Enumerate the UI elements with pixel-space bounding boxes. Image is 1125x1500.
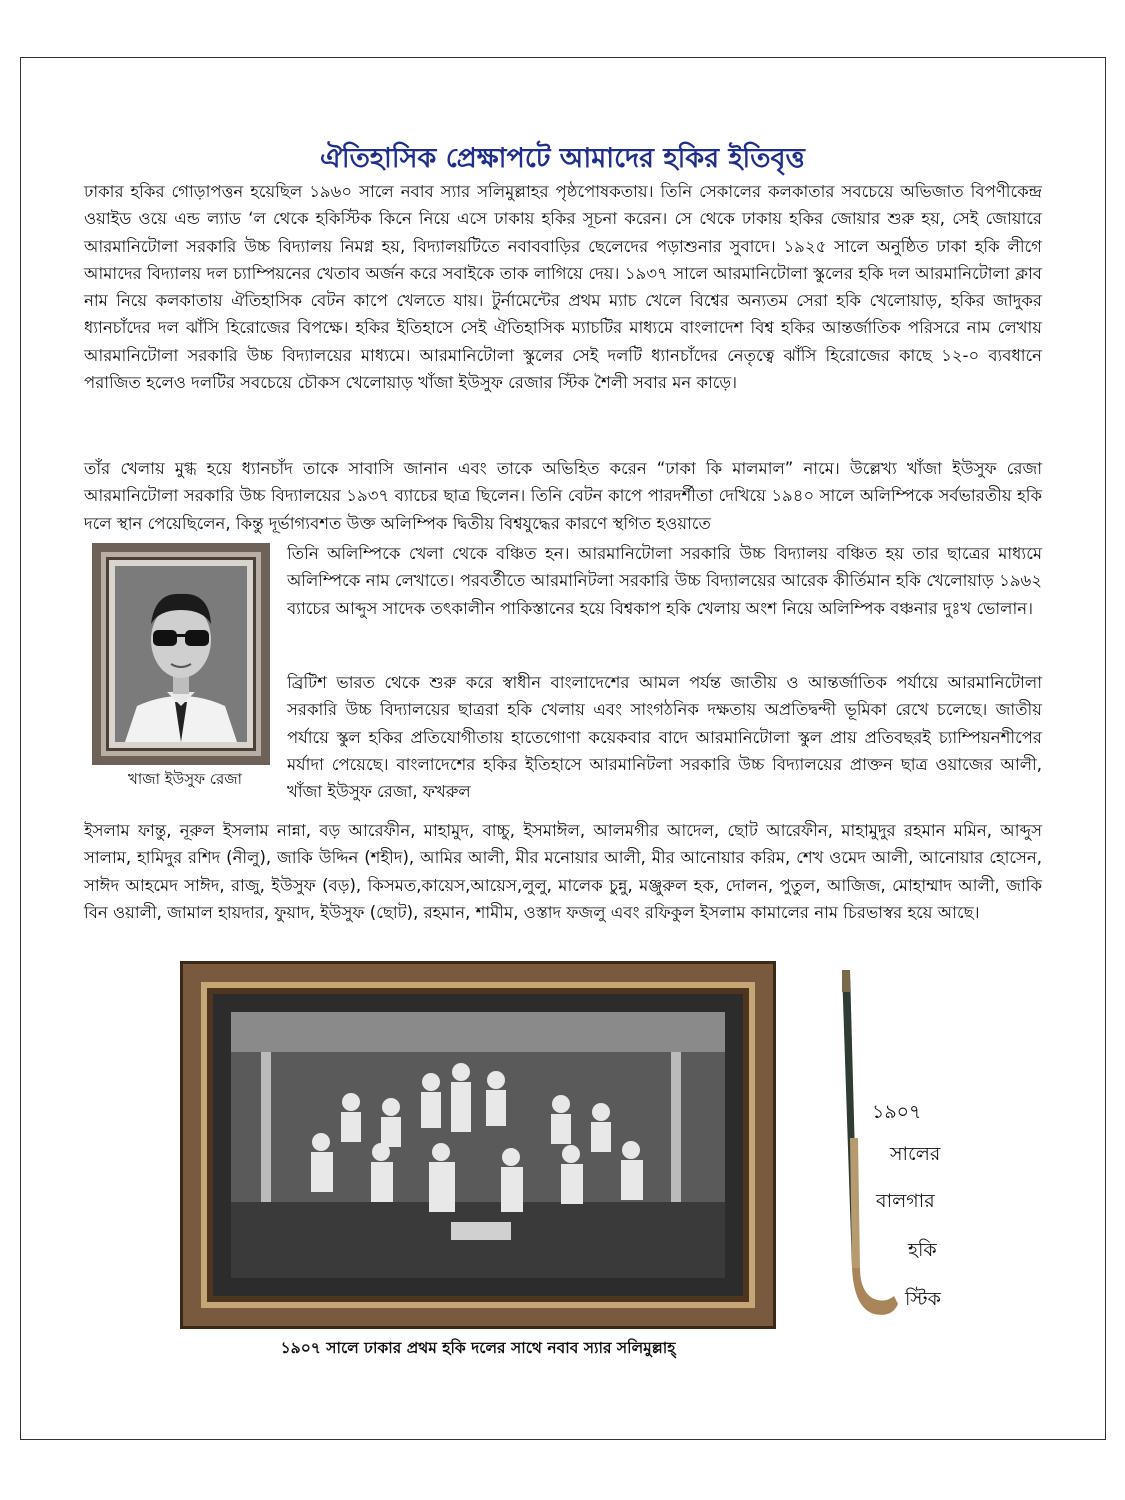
team-photo-caption: ১৯০৭ সালে ঢাকার প্রথম হকি দলের সাথে নবাব স্যার সলিমুল্লাহ্	[280, 1339, 676, 1357]
paragraph-origin: ঢাকার হকির গোড়াপত্তন হয়েছিল ১৯৬০ সালে নবাব স্যার সলিমুল্লাহর পৃষ্ঠপোষকতায়। তিনি সেকালের কলকাতার সবচেয়ে অভিজাত বিপণীকেন্দ্র ওয়াইড ওয়ে এন্ড ল্যাড ‘ল থেকে হকিস্টিক কিনে নিয়ে এসে ঢাকায় হকির সূচনা করেন। সে থেকে ঢাকায় হকির জোয়ার শুরু হয়, সেই জোয়ারে আরমানিটোলা সরকারি উচ্চ বিদ্যালয় নিমগ্ন হয়, বিদ্যালয়টিতে নবাববাড়ির ছেলেদের পড়াশুনার সুবাদে। ১৯২৫ সালে অনুষ্ঠিত ঢাকা হকি লীগে আমাদের বিদ্যালয় দল চ্যাম্পিয়নের খেতাব অর্জন করে সবাইকে তাক লাগিয়ে দেয়। ১৯৩৭ সালে আরমানিটোলা স্কুলের হকি দল আরমানিটোলা ক্লাব নাম নিয়ে কলকাতায় ঐতিহাসিক বেটন কাপে খেলতে যায়। টুর্নামেন্টের প্রথম ম্যাচ খেলে বিশ্বের অন্যতম সেরা হকি খেলোয়াড়, হকির জাদুকর ধ্যানচাঁদের দল ঝাঁসি হিরোজের বিপক্ষে। হকির ইতিহাসে সেই ঐতিহাসিক ম্যাচটির মাধ্যমে বাংলাদেশ বিশ্ব হকির আন্তর্জাতিক পরিসরে নাম লেখায় আরমানিটোলা সরকারি উচ্চ বিদ্যালয়ের মাধ্যমে। আরমানিটোলা স্কুলের সেই দলটি ধ্যানচাঁদের নেতৃত্বে ঝাঁসি হিরোজের কাছে ১২-০ ব্যবধানে পরাজিত হলেও দলটির সবচেয়ে চৌকস খেলোয়াড় খাঁজা ইউসুফ রেজার স্টিক শৈলী সবার মন কাড়ে।	[84, 182, 1042, 393]
portrait-photo	[92, 543, 270, 765]
article-title: ঐতিহাসিক প্রেক্ষাপটে আমাদের হকির ইতিবৃত্ত	[320, 143, 805, 174]
paragraph-olympic-deprived: তিনি অলিম্পিকে খেলা থেকে বঞ্চিত হন। আরমানিটোলা সরকারি উচ্চ বিদ্যালয় বঞ্চিত হয় তার ছাত্রের মাধ্যমে অলিম্পিকে নাম লেখাতে। পরবর্তীতে আরমানিটলা সরকারি উচ্চ বিদ্যালয়ের আরেক কীর্তিমান হকি খেলোয়াড় ১৯৬২ ব্যাচের আব্দুস সাদেক তৎকালীন পাকিস্তানের হয়ে বিশ্বকাপ হকি খেলায় অংশ নিয়ে অলিম্পিক বঞ্চনার দুঃখ ভোলান।	[287, 544, 1042, 618]
stick-label-line-3: বালগার	[876, 1190, 935, 1212]
stick-label-line-2: সালের	[890, 1143, 941, 1165]
paragraph-player-names: ইসলাম ফান্তু, নূরুল ইসলাম নান্না, বড় আরেফীন, মাহামুদ, বাচ্চু, ইসমাঈল, আলমগীর আদেল, ছোট আরেফীন, মাহামুদুর রহমান মমিন, আব্দুস সালাম, হামিদুর রশিদ (নীলু), জাকি উদ্দিন (শহীদ), আমির আলী, মীর মনোয়ার আলী, মীর আনোয়ার করিম, শেখ ওমেদ আলী, আনোয়ার হোসেন, সাঈদ আহমেদ সাঈদ, রাজু, ইউসুফ (বড়), কিসমত,কায়েস,আয়েস,লুলু, মালেক চুন্নু, মঞ্জুরুল হক, দোলন, পুতুল, আজিজ, মোহাম্মাদ আলী, জাকি বিন ওয়ালী, জামাল হায়দার, ফুয়াদ, ইউসুফ (ছোট), রহমান, শামীম, ওস্তাদ ফজলু এবং রফিকুল ইসলাম কামালের নাম চিরভাস্বর হয়ে আছে।	[84, 821, 1042, 922]
portrait-caption: খাজা ইউসুফ রেজা	[128, 770, 242, 788]
team-photo	[183, 964, 773, 1326]
paragraph-dhyanchand-praise: তাঁর খেলায় মুগ্ধ হয়ে ধ্যানচাঁদ তাকে সাবাসি জানান এবং তাকে অভিহিত করেন “ঢাকা কি মালমাল” নামে। উল্লেখ্য খাঁজা ইউসুফ রেজা আরমানিটোলা সরকারি উচ্চ বিদ্যালয়ের ১৯৩৭ ব্যাচের ছাত্র ছিলেন। তিনি বেটন কাপে পারদর্শীতা দেখিয়ে ১৯৪০ সালে অলিম্পিকে সর্বভারতীয় হকি দলে স্থান পেয়েছিলেন, কিন্তু দূর্ভাগ্যবশত উক্ত অলিম্পিক দ্বিতীয় বিশ্বযুদ্ধের কারণে স্থগিত হওয়াতে	[84, 459, 1042, 533]
stick-label-line-4: হকি	[908, 1239, 937, 1261]
portrait-image	[115, 566, 247, 742]
stick-label-line-1: ১৯০৭	[872, 1101, 922, 1123]
team-photo-image	[231, 1012, 725, 1278]
paragraph-legacy: ব্রিটিশ ভারত থেকে শুরু করে স্বাধীন বাংলাদেশের আমল পর্যন্ত জাতীয় ও আন্তর্জাতিক পর্যায়ে আরমানিটোলা সরকারি উচ্চ বিদ্যালয়ের ছাত্ররা হকি খেলায় এবং সাংগঠনিক দক্ষতায় অপ্রতিদ্বন্দী ভূমিকা রেখে চলেছে। জাতীয় পর্যায়ে স্কুল হকির প্রতিযোগীতায় হাতেগোণা কয়েকবার বাদে আরমানিটোলা স্কুল প্রায় প্রতিবছরই চ্যাম্পিয়নশীপের মর্যাদা পেয়েছে। বাংলাদেশের হকির ইতিহাসে আরমানিটলা সরকারি উচ্চ বিদ্যালয়ের প্রাক্তন ছাত্র ওয়াজের আলী, খাঁজা ইউসুফ রেজা, ফখরুল	[287, 673, 1042, 802]
portrait-figure	[115, 566, 247, 742]
stick-label-line-5: স্টিক	[905, 1288, 941, 1310]
team-photo-figure	[231, 1012, 725, 1278]
